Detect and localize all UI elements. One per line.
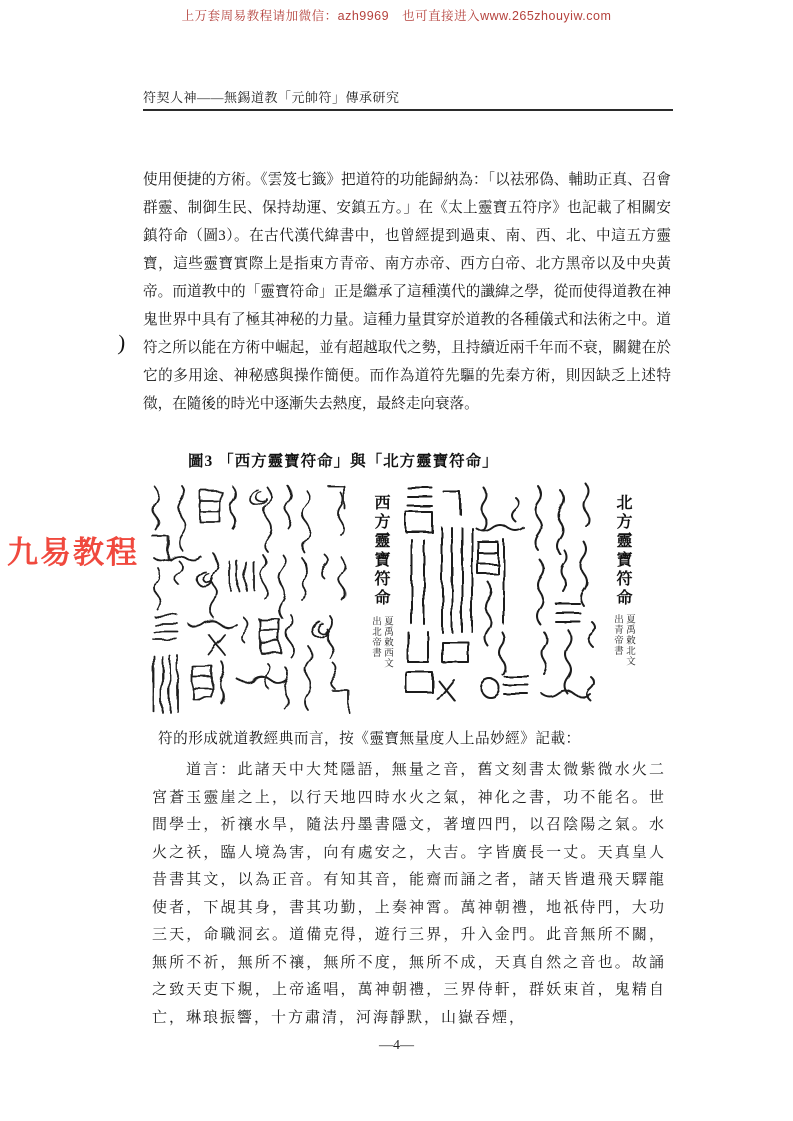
west-note-right: 夏禹敕西文 — [382, 616, 392, 669]
north-note-left: 出青帝書 — [612, 614, 622, 656]
watermark-text: 九易教程 — [7, 535, 139, 570]
west-note-left: 出北帝書 — [370, 616, 380, 658]
lead-in-sentence: 符的形成就道教經典而言，按《靈寶無量度人上品妙經》記載： — [158, 731, 581, 747]
scripture-quote: 道言：此諸天中大梵隱語，無量之音，舊文刻書太微紫微水火二宮蒼玉靈崖之上，以行天地四時水火之氣，神化之書，功不能名。世間學士，祈禳水旱，隨法丹墨書隱文，著壇四門，以召陰陽之氣。水火之祅，臨人境為害，向有處安之，大吉。字皆廣長一丈。天真皇人昔書其文，以為正音。有知其音，能齋而誦之者，諸天皆遣飛天驛龍使者，下覘其身，書其功勤，上奏神霄。萬神朝禮，地祇侍門，大功三天，命職洞玄。道備克得，遊行三界，升入金門。此音無所不關，無所不祈，無所不禳，無所不度，無所不成，天真自然之音也。故誦之致天吏下覜，上帝遙唱，萬神朝禮，三界侍軒，群妖束首，鬼精自亡，琳琅振響，十方肅清，河海靜默，山嶽吞煙， — [152, 762, 666, 1026]
west-talisman-notes — [369, 616, 393, 669]
page-number: —4— — [379, 1038, 414, 1053]
north-talisman-label: 北方靈寶符命 — [614, 494, 631, 608]
header-rule — [143, 109, 673, 111]
west-talisman-label: 西方靈寶符命 — [372, 494, 389, 608]
scan-artifact-mark: ) — [117, 329, 127, 356]
north-note-right: 夏禹敕北文 — [624, 614, 634, 667]
promo-banner: 上万套周易教程请加微信：azh9969 也可直接进入www.265zhouyiw.com — [181, 9, 612, 23]
figure-caption: 圖3 「西方靈寶符命」與「北方靈寶符命」 — [188, 453, 499, 470]
north-talisman-notes — [611, 614, 635, 667]
north-talisman-image — [404, 480, 606, 718]
running-head: 符契人神——無錫道教「元帥符」傳承研究 — [143, 90, 400, 105]
body-paragraph: 使用便捷的方術。《雲笈七籤》把道符的功能歸納為：「以祛邪偽、輔助正真、召會群靈、制御生民、保持劫運、安鎮五方。」在《太上靈寶五符序》也記載了相關安鎮符命（圖3）。在古代漢代緯書中，也曾經提到過東、南、西、北、中這五方靈寶，這些靈寶實際上是指東方青帝、南方赤帝、西方白帝、北方黑帝以及中央黃帝。而道教中的「靈寶符命」正是繼承了這種漢代的讖緯之學，從而使得道教在神鬼世界中具有了極其神秘的力量。這種力量貫穿於道教的各種儀式和法術之中。道符之所以能在方術中崛起，並有超越取代之勢，且持續近兩千年而不衰，關鍵在於它的多用途、神秘感與操作簡便。而作為道符先驅的先秦方術，則因缺乏上述特徵，在隨後的時光中逐漸失去熱度，最終走向衰落。 — [143, 172, 671, 412]
west-talisman-image — [148, 484, 362, 714]
